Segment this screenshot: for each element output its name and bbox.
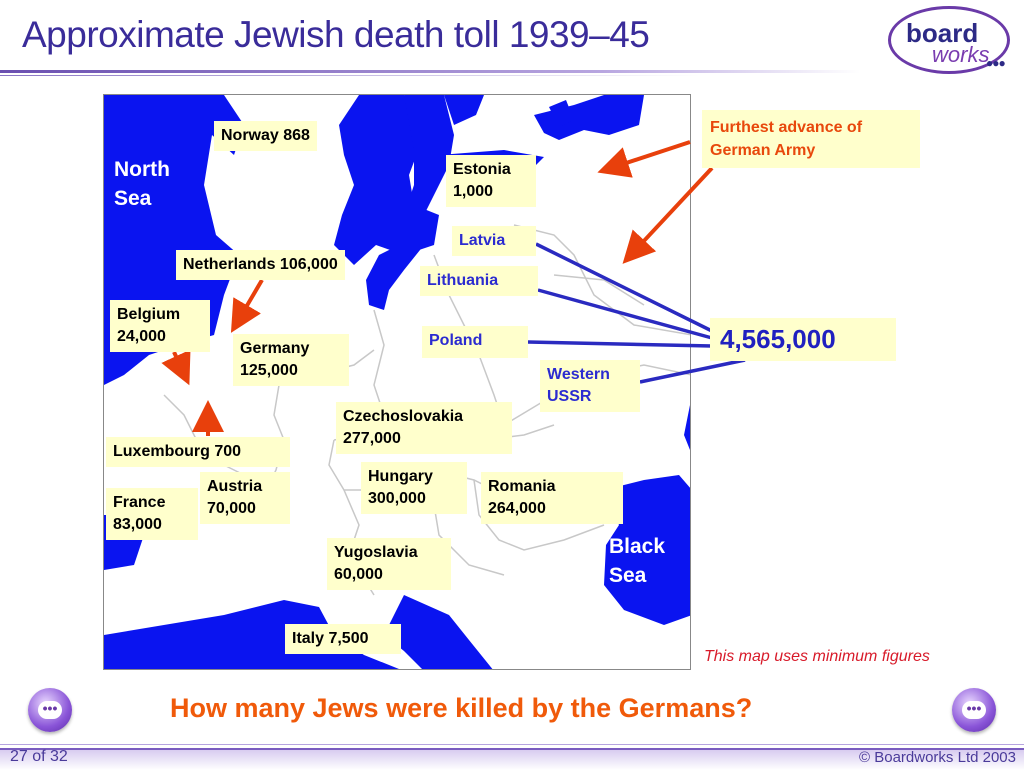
belgium-value: 24,000 (117, 328, 166, 345)
north-sea-line1: North (114, 158, 170, 181)
yugoslavia-name: Yugoslavia (334, 544, 418, 561)
yugoslavia-value: 60,000 (334, 566, 383, 583)
czechoslovakia-value: 277,000 (343, 430, 401, 447)
hungary-value: 300,000 (368, 490, 426, 507)
logo-word-works: works (932, 42, 990, 67)
belgium-name: Belgium (117, 306, 181, 323)
previous-dots-icon: ••• (38, 701, 62, 719)
label-latvia: Latvia (452, 226, 536, 256)
austria-name: Austria (207, 478, 263, 495)
label-estonia (446, 155, 536, 207)
furthest-advance-callout (702, 110, 920, 168)
label-france (106, 488, 198, 540)
logo-dots: ●●● (986, 56, 1005, 70)
romania-name: Romania (488, 478, 556, 495)
previous-slide-button[interactable] (28, 688, 72, 732)
label-romania (481, 472, 623, 524)
estonia-name: Estonia (453, 161, 511, 178)
callout-line2: German Army (710, 142, 816, 159)
austria-value: 70,000 (207, 500, 256, 517)
label-luxembourg: Luxembourg 700 (106, 437, 290, 467)
label-poland: Poland (422, 326, 528, 358)
label-austria (200, 472, 290, 524)
france-name: France (113, 494, 166, 511)
germany-name: Germany (240, 340, 310, 357)
western-ussr-line1: Western (547, 366, 610, 383)
slide-number: 27 of 32 (10, 748, 68, 765)
total-death-toll: 4,565,000 (710, 318, 896, 361)
label-czechoslovakia (336, 402, 512, 454)
estonia-value: 1,000 (453, 183, 494, 200)
label-norway: Norway 868 (214, 121, 317, 151)
logo-word-board: board (906, 18, 979, 48)
footer-line (0, 744, 1024, 745)
north-sea-label (114, 155, 170, 213)
black-sea-line2: Sea (609, 564, 647, 587)
callout-line1: Furthest advance of (710, 119, 863, 136)
north-sea-line2: Sea (114, 187, 152, 210)
black-sea-line1: Black (609, 535, 666, 558)
france-value: 83,000 (113, 516, 162, 533)
title-underline (0, 70, 860, 73)
romania-value: 264,000 (488, 500, 546, 517)
next-slide-button[interactable] (952, 688, 996, 732)
western-ussr-line2: USSR (547, 388, 592, 405)
black-sea-label (609, 532, 665, 590)
label-western-ussr (540, 360, 640, 412)
label-germany (233, 334, 349, 386)
question-text: How many Jews were killed by the Germans? (170, 693, 753, 723)
label-netherlands: Netherlands 106,000 (176, 250, 345, 280)
label-italy: Italy 7,500 (285, 624, 401, 654)
slide-title: Approximate Jewish death toll 1939–45 (22, 14, 650, 55)
label-belgium (110, 300, 210, 352)
copyright-text: © Boardworks Ltd 2003 (859, 749, 1016, 766)
label-yugoslavia (327, 538, 451, 590)
hungary-name: Hungary (368, 468, 433, 485)
minimum-figures-note: This map uses minimum figures (704, 648, 930, 665)
germany-value: 125,000 (240, 362, 298, 379)
next-dots-icon: ••• (962, 701, 986, 719)
label-lithuania: Lithuania (420, 266, 538, 296)
title-underline-thin (0, 75, 700, 76)
czechoslovakia-name: Czechoslovakia (343, 408, 464, 425)
boardworks-logo (888, 6, 1014, 78)
label-hungary (361, 462, 467, 514)
